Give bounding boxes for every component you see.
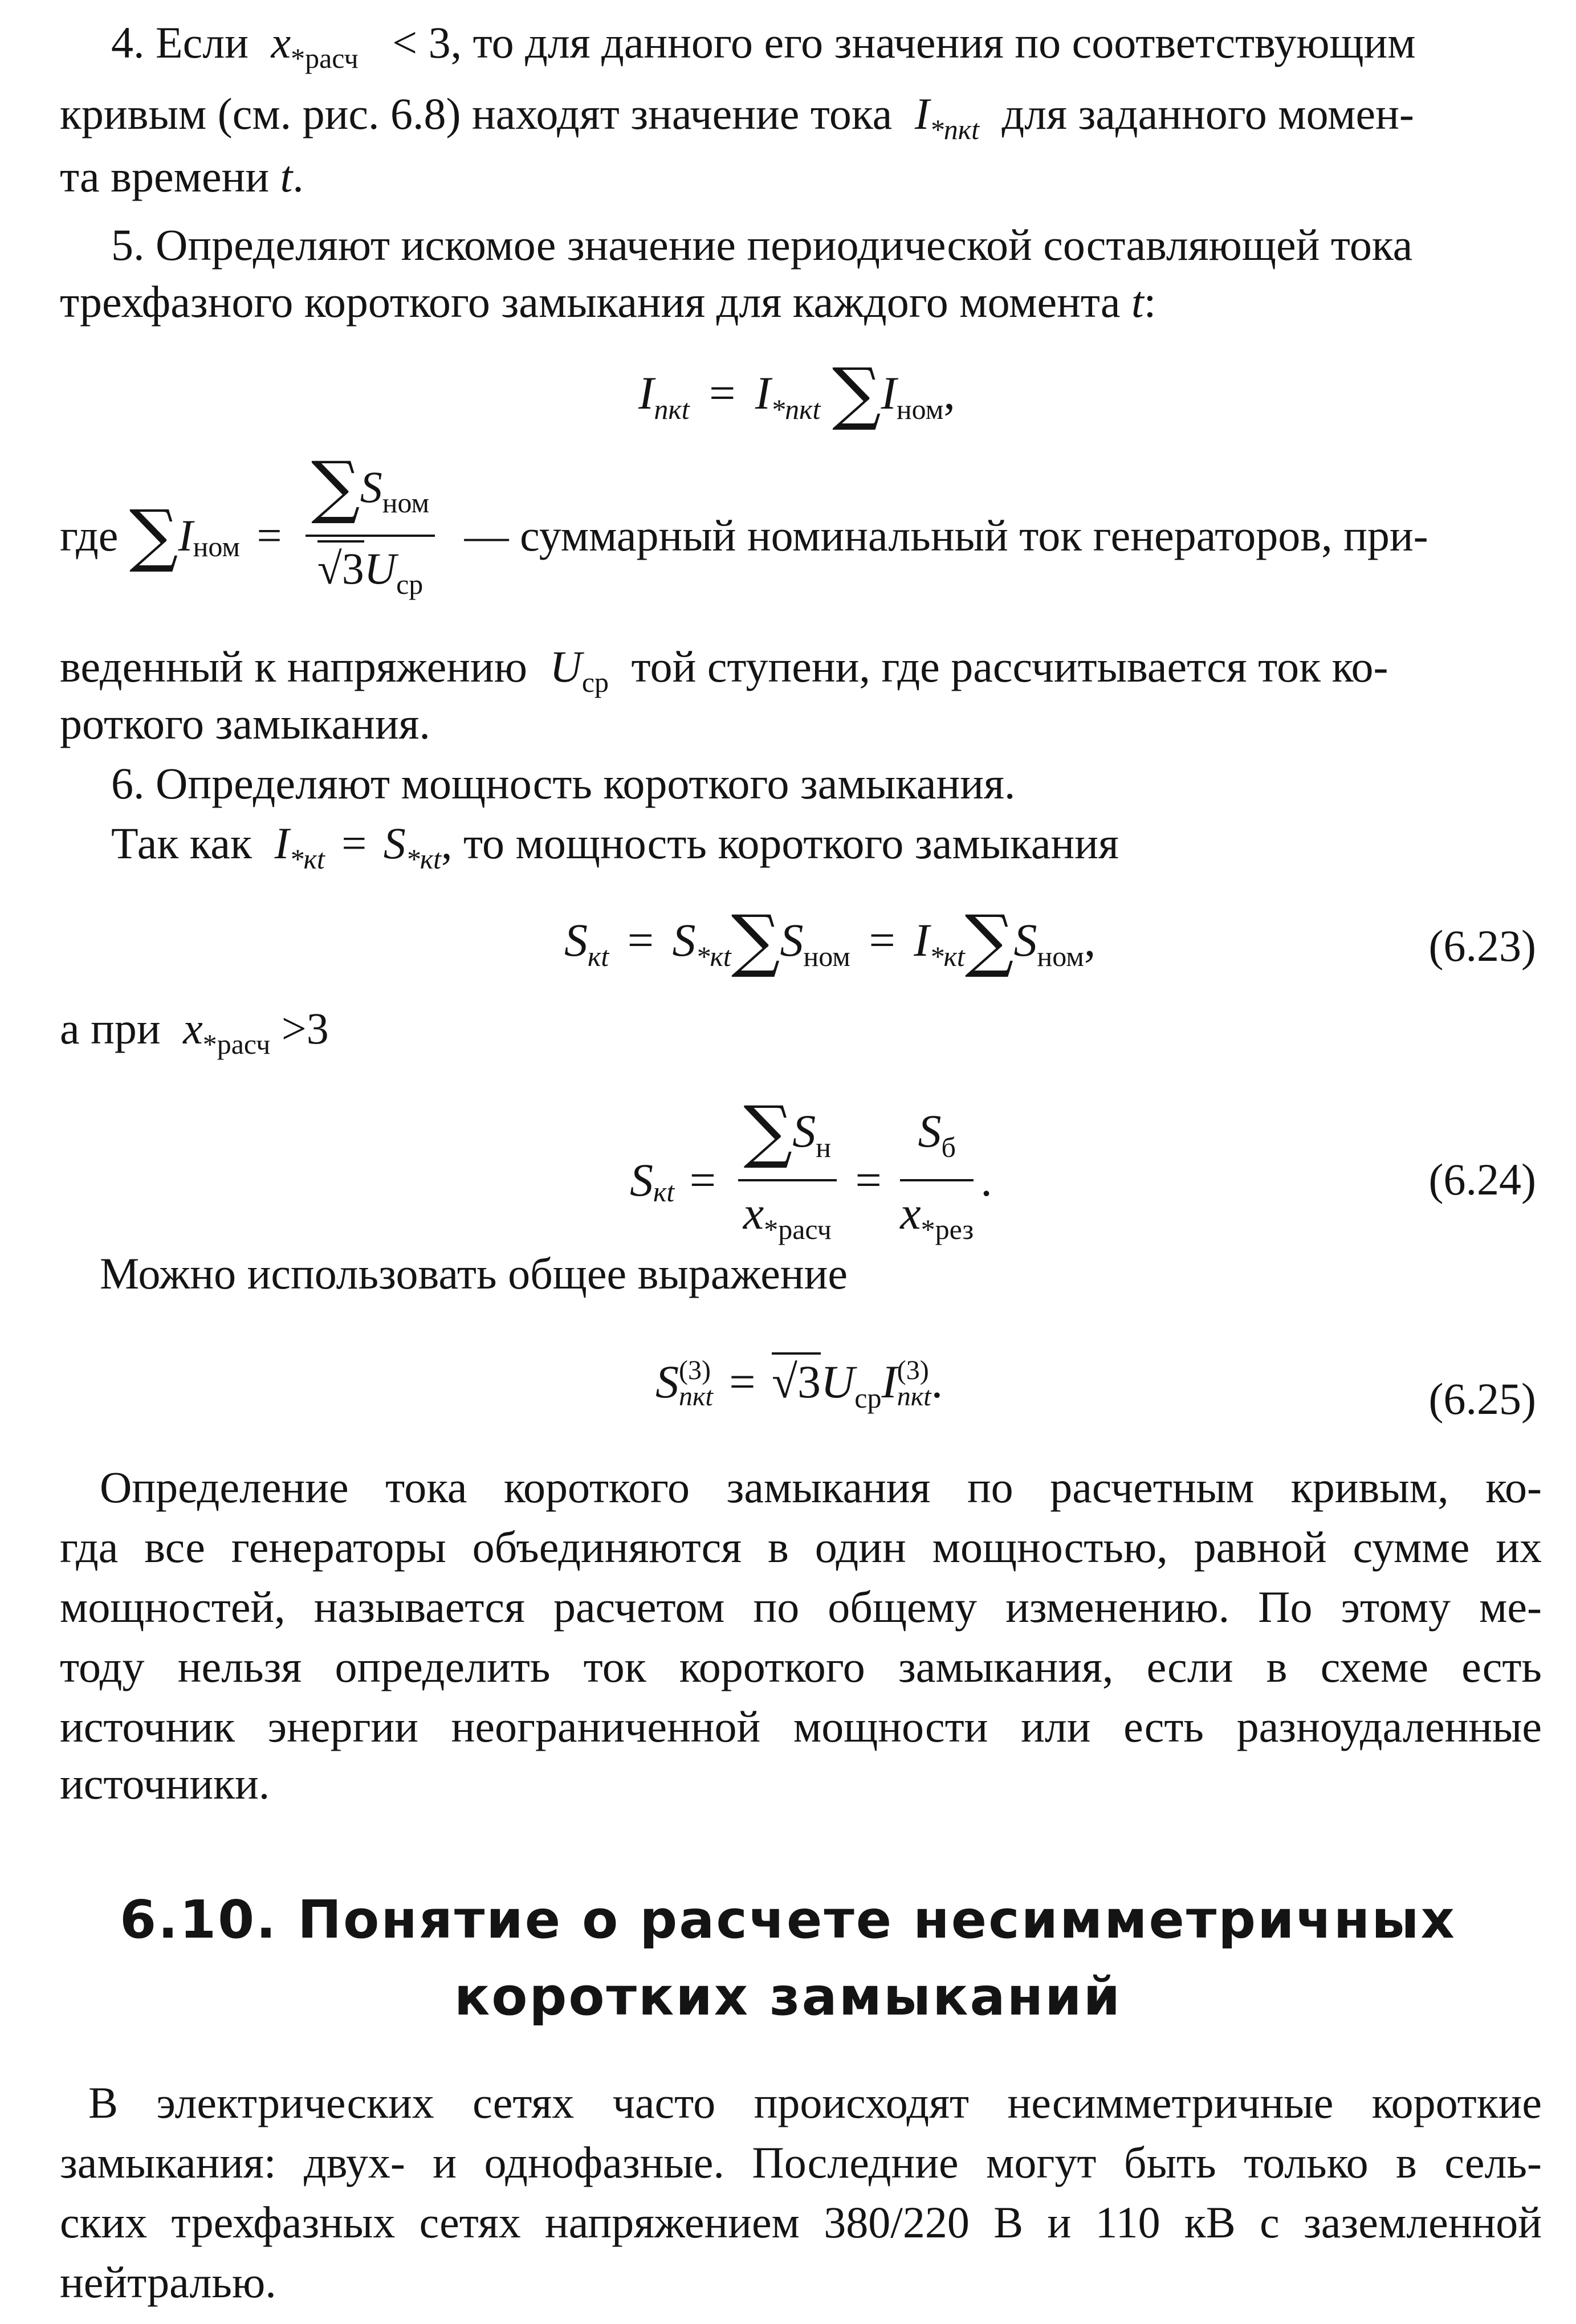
section-para-line3 [60, 2194, 1542, 2251]
equation-6-23 [564, 901, 1096, 985]
math-var: I [914, 914, 930, 966]
math-op: = [256, 511, 282, 560]
section-para-line1 [88, 2074, 1542, 2131]
text: : [1143, 277, 1156, 327]
fraction-numerator [738, 1092, 837, 1181]
case-line [60, 1000, 1542, 1073]
item4-line1 [111, 14, 1542, 87]
math-var: U [549, 642, 582, 691]
text: роткого замыкания. [60, 699, 430, 748]
math-var: U [821, 1356, 855, 1408]
math-var: I [881, 1356, 897, 1408]
math-sub: ном [382, 487, 430, 519]
math-var: S [383, 818, 406, 868]
sum-symbol: ∑ [832, 354, 881, 433]
section-para-line2 [60, 2134, 1542, 2191]
math-sub: б [941, 1131, 956, 1163]
sum-symbol: ∑ [311, 447, 360, 527]
math-sub: *расч [764, 1213, 832, 1245]
math-var: S [918, 1105, 942, 1157]
math-sub: *кt [405, 843, 441, 875]
fraction-1 [738, 1092, 837, 1258]
math-var: I [914, 89, 930, 138]
math-op: , [943, 367, 955, 419]
text: замыкания: двух- и однофазные. Последние могут быть только в сель- [60, 2138, 1542, 2187]
item4-line2 [60, 85, 1542, 158]
equation-number-6-25: (6.25) [1428, 1374, 1536, 1424]
math-sub: *расч [291, 42, 359, 74]
math-var: S [672, 914, 696, 966]
math-var: I [755, 367, 771, 419]
math-sub: ср [854, 1382, 882, 1414]
text: веденный к напряжению [60, 642, 527, 691]
text: , то мощность короткого замыкания [441, 818, 1119, 868]
math-op: = [729, 1356, 756, 1408]
math-sub: кt [588, 940, 609, 972]
text: той ступени, где рассчитывается ток ко- [631, 642, 1388, 691]
item6-line2 [111, 815, 1542, 887]
math-op: = [709, 367, 736, 419]
text: а при [60, 1004, 161, 1053]
item5-line2 [60, 274, 1542, 331]
after-where-line2 [60, 695, 1542, 752]
math-op: = [341, 818, 367, 868]
sum-symbol: ∑ [743, 1092, 793, 1171]
math-supsub [679, 1357, 713, 1410]
math-sup: (3) [897, 1355, 929, 1385]
sum-symbol: ∑ [964, 901, 1014, 980]
text: гда все генераторы объединяются в один мощностью, равной сумме их [60, 1522, 1542, 1572]
math-op: = [855, 1154, 882, 1206]
math-op: = [689, 1154, 716, 1206]
where-block [60, 447, 1428, 613]
math-sub: *пкt [929, 113, 979, 145]
text: < 3, то для данного его значения по соответствующим [392, 18, 1416, 67]
text: тоду нельзя определить ток короткого замыкания, если в схеме есть [60, 1642, 1542, 1691]
math-var: S [655, 1356, 679, 1408]
definition-line3 [60, 1579, 1542, 1636]
text: — суммарный номинальный ток генераторов, при- [464, 511, 1428, 560]
text: та времени [60, 152, 270, 201]
text: источники. [60, 1759, 270, 1808]
math-sub: *кt [695, 940, 731, 972]
text: нейтралью. [60, 2257, 276, 2307]
sqrt-symbol: √3 [772, 1352, 821, 1408]
math-sub: *расч [202, 1028, 271, 1060]
text: ских трехфазных сетях напряжением 380/220 В и 110 кВ с заземленной [60, 2197, 1542, 2247]
sum-symbol: ∑ [731, 901, 780, 980]
math-op: . [980, 1154, 992, 1206]
math-sub: *пкt [771, 393, 821, 425]
item4-line3 [60, 148, 1542, 205]
math-sub: кt [653, 1175, 675, 1208]
math-supsub [897, 1357, 931, 1410]
math-op: , [1084, 914, 1096, 966]
math-var: S [792, 1105, 816, 1157]
math-sub: ср [396, 568, 423, 600]
math-var: t [1131, 277, 1144, 327]
text: мощностей, называется расчетом по общему изменению. По этому ме- [60, 1582, 1542, 1632]
definition-line1 [100, 1459, 1542, 1516]
text: Определение тока короткого замыкания по расчетным кривым, ко- [100, 1462, 1542, 1512]
math-var: I [881, 367, 897, 419]
math-var: S [360, 462, 382, 512]
math-var: x [183, 1004, 203, 1053]
math-sub: ср [581, 666, 609, 698]
section-heading-line1: 6.10. Понятие о расчете несимметричных [120, 1889, 1456, 1950]
fraction-numerator [306, 447, 435, 537]
text: >3 [281, 1004, 329, 1053]
math-var: S [564, 914, 588, 966]
text: Так как [111, 818, 252, 868]
math-var: x [743, 1187, 764, 1239]
math-var: I [638, 367, 654, 419]
text: 6. Определяют мощность короткого замыкания. [111, 759, 1016, 808]
definition-line6 [60, 1755, 1542, 1812]
math-var: x [900, 1187, 921, 1239]
math-var: I [178, 511, 193, 560]
math-var: S [780, 914, 804, 966]
definition-line4 [60, 1638, 1542, 1695]
math-sub: ном [193, 530, 241, 562]
math-var: U [364, 544, 397, 593]
section-heading-line2: коротких замыканий [454, 1966, 1122, 2027]
math-var: I [274, 818, 290, 868]
math-sub: ном [1037, 940, 1084, 972]
math-sub: н [816, 1131, 831, 1163]
text: В электрических сетях часто происходят несимметричные короткие [88, 2078, 1542, 2127]
text: для заданного момен- [1001, 89, 1414, 138]
item6-line1 [111, 755, 1542, 812]
fraction-denominator [306, 537, 435, 613]
sqrt-symbol: √3 [317, 540, 364, 593]
text: 5. Определяют искомое значение периодической составляющей тока [111, 220, 1413, 270]
math-var: S [1013, 914, 1037, 966]
math-sub: *кt [929, 940, 965, 972]
text: Можно использовать общее выражение [100, 1249, 848, 1298]
math-var: S [630, 1154, 653, 1206]
equation-number-6-23: (6.23) [1428, 921, 1536, 971]
definition-line5 [60, 1698, 1542, 1755]
definition-line2 [60, 1519, 1542, 1576]
math-sub: ном [896, 393, 944, 425]
math-var: t [280, 152, 293, 201]
text: источник энергии неограниченной мощности или есть разноудаленные [60, 1702, 1542, 1751]
equation-6-24 [630, 1092, 992, 1258]
math-op: = [627, 914, 654, 966]
item5-line1 [111, 217, 1542, 274]
fraction [306, 447, 435, 613]
text: трехфазного короткого замыкания для каждого момента [60, 277, 1121, 327]
sum-symbol: ∑ [129, 496, 178, 575]
math-sub: ном [803, 940, 850, 972]
math-op: = [869, 914, 895, 966]
math-sub: *кt [289, 843, 325, 875]
math-var: x [271, 18, 291, 67]
general-line [100, 1245, 1542, 1302]
text: 4. Если [111, 18, 249, 67]
equation-6-25 [655, 1353, 943, 1426]
text: где [60, 511, 119, 560]
math-op: . [931, 1356, 943, 1408]
equation-number-6-24: (6.24) [1428, 1155, 1536, 1204]
text: . [292, 152, 304, 201]
fraction-numerator [900, 1103, 974, 1181]
fraction-2 [900, 1103, 974, 1258]
math-sub: пкt [897, 1381, 931, 1412]
math-sub: пкt [654, 393, 690, 425]
math-sub: пкt [679, 1381, 713, 1412]
formula-ipkt [638, 354, 955, 438]
section-para-line4 [60, 2254, 1542, 2311]
text: кривым (см. рис. 6.8) находят значение тока [60, 89, 893, 138]
math-sub: *рез [921, 1213, 974, 1245]
math-sup: (3) [679, 1355, 711, 1385]
